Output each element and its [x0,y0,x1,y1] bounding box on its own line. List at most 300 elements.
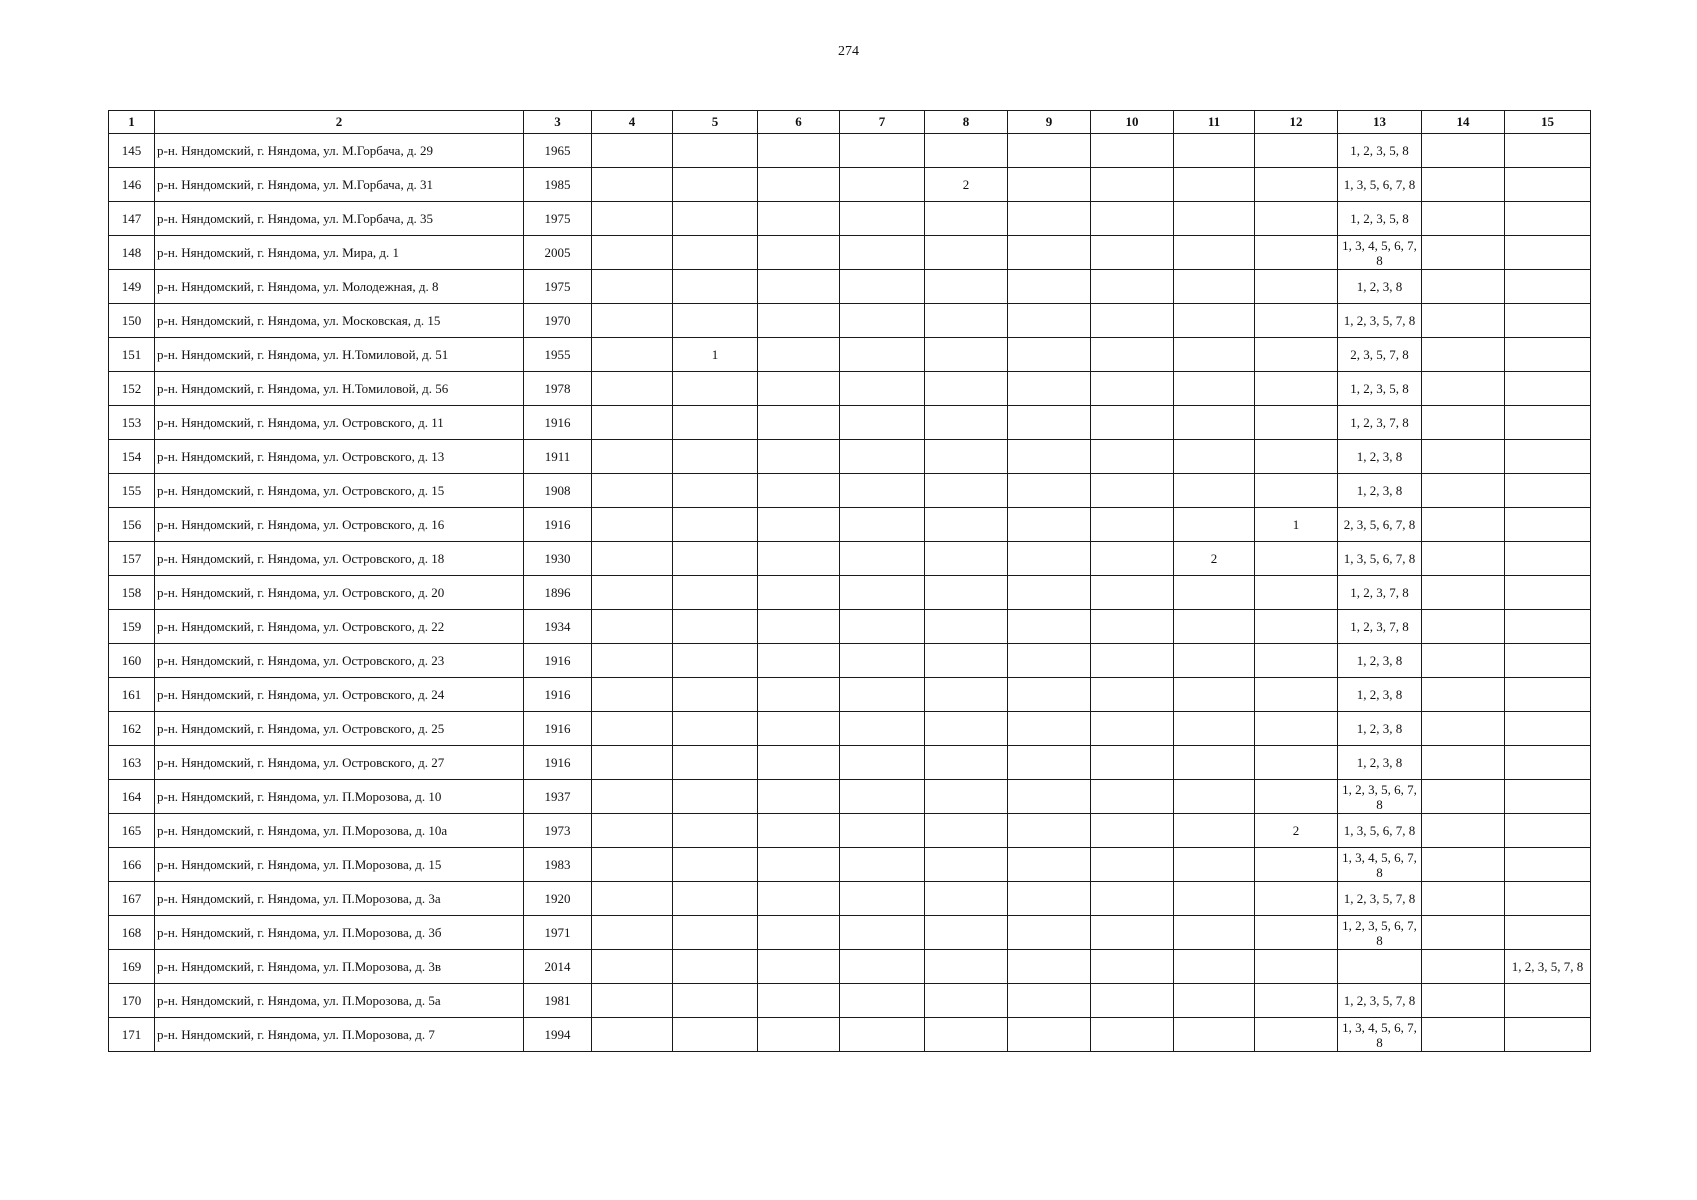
table-cell [1008,916,1091,950]
table-cell [1091,678,1174,712]
row-number-cell: 170 [109,984,155,1018]
row-number-cell: 156 [109,508,155,542]
table-row [109,270,1591,304]
table-cell: 1, 2, 3, 5, 7, 8 [1338,984,1422,1018]
table-cell: 2, 3, 5, 6, 7, 8 [1338,508,1422,542]
year-cell: 1983 [524,848,592,882]
table-cell [592,678,673,712]
address-cell: р-н. Няндомский, г. Няндома, ул. Мира, д. 1 [155,236,524,270]
row-number-cell: 157 [109,542,155,576]
address-cell: р-н. Няндомский, г. Няндома, ул. П.Морозова, д. 7 [155,1018,524,1052]
table-cell [592,168,673,202]
table-row [109,678,1591,712]
table-row [109,236,1591,270]
table-cell [758,474,840,508]
table-cell [1008,712,1091,746]
table-cell [673,304,758,338]
table-cell [1174,134,1255,168]
table-cell [925,984,1008,1018]
table-cell [1505,474,1591,508]
table-cell [592,372,673,406]
table-cell [925,474,1008,508]
table-cell [1422,508,1505,542]
table-cell [1008,950,1091,984]
address-cell: р-н. Няндомский, г. Няндома, ул. П.Морозова, д. 3а [155,882,524,916]
column-header: 5 [673,111,758,134]
address-cell: р-н. Няндомский, г. Няндома, ул. П.Морозова, д. 10 [155,780,524,814]
table-cell [1174,848,1255,882]
table-cell [1422,610,1505,644]
table-cell [1255,950,1338,984]
table-cell [673,236,758,270]
row-number-cell: 169 [109,950,155,984]
table-cell [1091,542,1174,576]
row-number-cell: 153 [109,406,155,440]
column-header: 3 [524,111,592,134]
table-cell: 1, 2, 3, 8 [1338,678,1422,712]
table-cell [925,678,1008,712]
table-cell [1174,644,1255,678]
row-number-cell: 162 [109,712,155,746]
table-cell [840,270,925,304]
address-cell: р-н. Няндомский, г. Няндома, ул. Н.Томиловой, д. 56 [155,372,524,406]
table-cell [1505,440,1591,474]
table-cell [1505,780,1591,814]
table-cell [673,678,758,712]
table-cell [1008,746,1091,780]
table-cell [1422,304,1505,338]
year-cell: 1916 [524,746,592,780]
table-cell [1422,576,1505,610]
column-header: 9 [1008,111,1091,134]
table-cell [758,882,840,916]
table-cell [1174,474,1255,508]
table-cell [1505,712,1591,746]
table-cell [1505,678,1591,712]
table-cell [673,712,758,746]
table-cell [1422,372,1505,406]
table-row [109,644,1591,678]
table-cell [1422,644,1505,678]
table-cell [840,474,925,508]
table-cell [840,644,925,678]
address-cell: р-н. Няндомский, г. Няндома, ул. Островского, д. 13 [155,440,524,474]
table-cell [673,848,758,882]
table-row [109,542,1591,576]
table-cell [673,576,758,610]
table-cell [1255,780,1338,814]
table-cell: 1, 2, 3, 8 [1338,474,1422,508]
row-number-cell: 165 [109,814,155,848]
year-cell: 2014 [524,950,592,984]
table-cell [673,916,758,950]
table-cell [925,712,1008,746]
table-cell [925,916,1008,950]
table-cell [1422,814,1505,848]
table-cell [1255,576,1338,610]
table-cell [592,270,673,304]
table-row [109,1018,1591,1052]
table-row [109,576,1591,610]
table-cell [758,440,840,474]
table-cell [1008,984,1091,1018]
table-cell [1174,202,1255,236]
row-number-cell: 147 [109,202,155,236]
table-cell [1091,338,1174,372]
page-number: 274 [838,44,859,59]
table-cell: 1, 2, 3, 5, 7, 8 [1505,950,1591,984]
table-cell [673,780,758,814]
table-cell [1091,1018,1174,1052]
table-cell [1008,202,1091,236]
row-number-cell: 149 [109,270,155,304]
table-cell [673,508,758,542]
table-cell [925,814,1008,848]
table-cell [1174,712,1255,746]
table-cell [840,372,925,406]
table-cell [673,1018,758,1052]
year-cell: 1916 [524,508,592,542]
year-cell: 1970 [524,304,592,338]
year-cell: 1934 [524,610,592,644]
table-cell [1255,338,1338,372]
year-cell: 1916 [524,406,592,440]
table-cell [840,168,925,202]
table-cell [592,406,673,440]
table-cell [758,814,840,848]
table-cell [1008,236,1091,270]
table-cell [592,202,673,236]
table-row [109,202,1591,236]
row-number-cell: 151 [109,338,155,372]
column-header: 2 [155,111,524,134]
table-cell [840,712,925,746]
table-cell [840,882,925,916]
table-cell [1091,848,1174,882]
table-cell [1422,270,1505,304]
table-cell [840,304,925,338]
table-cell [1091,406,1174,440]
table-cell [592,508,673,542]
table-cell [758,508,840,542]
column-header: 11 [1174,111,1255,134]
table-cell [1255,236,1338,270]
table-cell [1422,406,1505,440]
table-cell [840,678,925,712]
table-cell [1255,984,1338,1018]
year-cell: 1975 [524,270,592,304]
table-cell: 1, 2, 3, 7, 8 [1338,610,1422,644]
table-cell: 1, 3, 5, 6, 7, 8 [1338,814,1422,848]
table-cell [1008,576,1091,610]
table-cell [592,304,673,338]
table-cell [673,270,758,304]
table-cell [1174,882,1255,916]
table-cell: 1, 2, 3, 8 [1338,440,1422,474]
address-cell: р-н. Няндомский, г. Няндома, ул. Островского, д. 16 [155,508,524,542]
table-cell [1255,610,1338,644]
table-cell [592,984,673,1018]
address-cell: р-н. Няндомский, г. Няндома, ул. М.Горбача, д. 35 [155,202,524,236]
row-number-cell: 150 [109,304,155,338]
year-cell: 1973 [524,814,592,848]
table-cell [1008,338,1091,372]
table-cell [1174,780,1255,814]
table-cell [1091,984,1174,1018]
table-cell [1008,542,1091,576]
table-cell [1091,304,1174,338]
table-cell [1505,236,1591,270]
table-row [109,508,1591,542]
table-cell: 1, 3, 4, 5, 6, 7, 8 [1338,236,1422,270]
table-cell [1505,576,1591,610]
table-cell: 1, 3, 5, 6, 7, 8 [1338,168,1422,202]
table-cell [1422,780,1505,814]
table-cell [592,950,673,984]
table-row [109,882,1591,916]
table-cell [925,338,1008,372]
table-cell: 1, 2, 3, 5, 6, 7, 8 [1338,916,1422,950]
table-cell [592,848,673,882]
table-cell [758,236,840,270]
table-cell [1255,134,1338,168]
table-cell [758,916,840,950]
table-cell [925,134,1008,168]
address-cell: р-н. Няндомский, г. Няндома, ул. П.Морозова, д. 15 [155,848,524,882]
table-cell [1008,270,1091,304]
table-cell [1174,338,1255,372]
row-number-cell: 145 [109,134,155,168]
row-number-cell: 171 [109,1018,155,1052]
table-cell [1091,916,1174,950]
column-header: 8 [925,111,1008,134]
table-cell [840,610,925,644]
table-cell [1091,814,1174,848]
table-cell [758,576,840,610]
table-cell [1091,882,1174,916]
table-row [109,304,1591,338]
table-cell [925,236,1008,270]
table-cell [1091,746,1174,780]
table-cell [1505,610,1591,644]
table-cell [1255,270,1338,304]
table-cell [1505,1018,1591,1052]
year-cell: 1965 [524,134,592,168]
table-cell [673,610,758,644]
table-cell [1255,542,1338,576]
table-row [109,168,1591,202]
table-cell [925,950,1008,984]
table-cell [1174,814,1255,848]
table-cell [673,984,758,1018]
table-cell [925,848,1008,882]
column-header: 4 [592,111,673,134]
table-cell [592,746,673,780]
table-cell: 1, 2, 3, 5, 6, 7, 8 [1338,780,1422,814]
address-cell: р-н. Няндомский, г. Няндома, ул. Островского, д. 23 [155,644,524,678]
table-cell [1505,134,1591,168]
address-cell: р-н. Няндомский, г. Няндома, ул. Островского, д. 27 [155,746,524,780]
table-cell [1338,950,1422,984]
row-number-cell: 167 [109,882,155,916]
table-cell [840,746,925,780]
address-cell: р-н. Няндомский, г. Няндома, ул. Молодежная, д. 8 [155,270,524,304]
row-number-cell: 168 [109,916,155,950]
table-cell [1008,304,1091,338]
table-cell: 1, 2, 3, 8 [1338,712,1422,746]
table-cell [758,406,840,440]
table-cell: 1, 2, 3, 7, 8 [1338,576,1422,610]
table-cell [592,712,673,746]
table-cell [925,508,1008,542]
table-cell [840,134,925,168]
table-cell [758,168,840,202]
table-row [109,916,1591,950]
table-cell [1008,168,1091,202]
table-cell [925,576,1008,610]
table-row [109,950,1591,984]
table-cell [592,474,673,508]
table-cell [1174,508,1255,542]
table-cell [758,304,840,338]
table-cell [925,746,1008,780]
table-cell [925,270,1008,304]
table-cell: 2, 3, 5, 7, 8 [1338,338,1422,372]
table-cell [592,780,673,814]
table-cell [1422,134,1505,168]
table-cell: 1 [1255,508,1338,542]
table-cell [673,168,758,202]
table-cell [925,202,1008,236]
table-cell [673,882,758,916]
table-cell [925,610,1008,644]
table-cell [925,644,1008,678]
table-cell [840,984,925,1018]
table-cell [1422,1018,1505,1052]
year-cell: 1978 [524,372,592,406]
table-cell [592,134,673,168]
address-cell: р-н. Няндомский, г. Няндома, ул. Островского, д. 20 [155,576,524,610]
table-cell [1008,644,1091,678]
table-cell [1505,814,1591,848]
table-cell [1422,984,1505,1018]
table-cell [1505,202,1591,236]
table-cell [840,338,925,372]
row-number-cell: 166 [109,848,155,882]
year-cell: 1911 [524,440,592,474]
row-number-cell: 158 [109,576,155,610]
table-cell [592,338,673,372]
table-cell [758,1018,840,1052]
table-cell [673,814,758,848]
table-row [109,372,1591,406]
table-cell [1091,440,1174,474]
table-cell [1422,916,1505,950]
table-row [109,746,1591,780]
table-cell [1174,1018,1255,1052]
table-cell [1255,406,1338,440]
year-cell: 1908 [524,474,592,508]
table-cell [673,406,758,440]
table-cell [1091,236,1174,270]
table-cell [1174,678,1255,712]
table-cell [1255,168,1338,202]
table-cell [840,508,925,542]
table-row [109,848,1591,882]
table-cell [1255,1018,1338,1052]
table-cell [1255,848,1338,882]
address-cell: р-н. Няндомский, г. Няндома, ул. Островского, д. 18 [155,542,524,576]
table-cell [840,440,925,474]
address-cell: р-н. Няндомский, г. Няндома, ул. Островского, д. 22 [155,610,524,644]
table-cell: 1, 2, 3, 5, 7, 8 [1338,882,1422,916]
table-cell [1255,712,1338,746]
address-cell: р-н. Няндомский, г. Няндома, ул. М.Горбача, д. 29 [155,134,524,168]
table-cell [1091,780,1174,814]
address-cell: р-н. Няндомский, г. Няндома, ул. Островского, д. 15 [155,474,524,508]
table-cell [758,950,840,984]
column-header: 10 [1091,111,1174,134]
table-row [109,338,1591,372]
table-cell [840,1018,925,1052]
table-cell [1091,508,1174,542]
year-cell: 2005 [524,236,592,270]
table-cell: 1, 3, 5, 6, 7, 8 [1338,542,1422,576]
table-cell [1505,916,1591,950]
table-cell: 2 [1255,814,1338,848]
table-cell [840,202,925,236]
table-cell [758,270,840,304]
table-cell [1422,712,1505,746]
table-cell [592,644,673,678]
table-cell [592,1018,673,1052]
table-cell: 1, 2, 3, 5, 8 [1338,372,1422,406]
table-cell [1255,644,1338,678]
table-cell [592,542,673,576]
table-cell [1505,338,1591,372]
table-cell [1008,610,1091,644]
address-cell: р-н. Няндомский, г. Няндома, ул. Островского, д. 24 [155,678,524,712]
table-cell: 1 [673,338,758,372]
table-cell [758,610,840,644]
table-cell [1174,372,1255,406]
table-cell [673,134,758,168]
row-number-cell: 152 [109,372,155,406]
row-number-cell: 155 [109,474,155,508]
row-number-cell: 148 [109,236,155,270]
table-cell [758,746,840,780]
table-cell: 2 [1174,542,1255,576]
data-table [108,110,1591,1052]
table-cell [1174,440,1255,474]
table-cell [1422,474,1505,508]
table-cell [673,474,758,508]
table-cell [1008,372,1091,406]
header-row [109,111,1591,134]
row-number-cell: 160 [109,644,155,678]
table-cell [1008,814,1091,848]
table-cell [1174,168,1255,202]
row-number-cell: 146 [109,168,155,202]
year-cell: 1920 [524,882,592,916]
table-cell [1505,508,1591,542]
table-cell [1505,746,1591,780]
row-number-cell: 159 [109,610,155,644]
table-cell: 1, 2, 3, 8 [1338,270,1422,304]
table-cell [1505,644,1591,678]
table-cell [1505,984,1591,1018]
column-header: 14 [1422,111,1505,134]
